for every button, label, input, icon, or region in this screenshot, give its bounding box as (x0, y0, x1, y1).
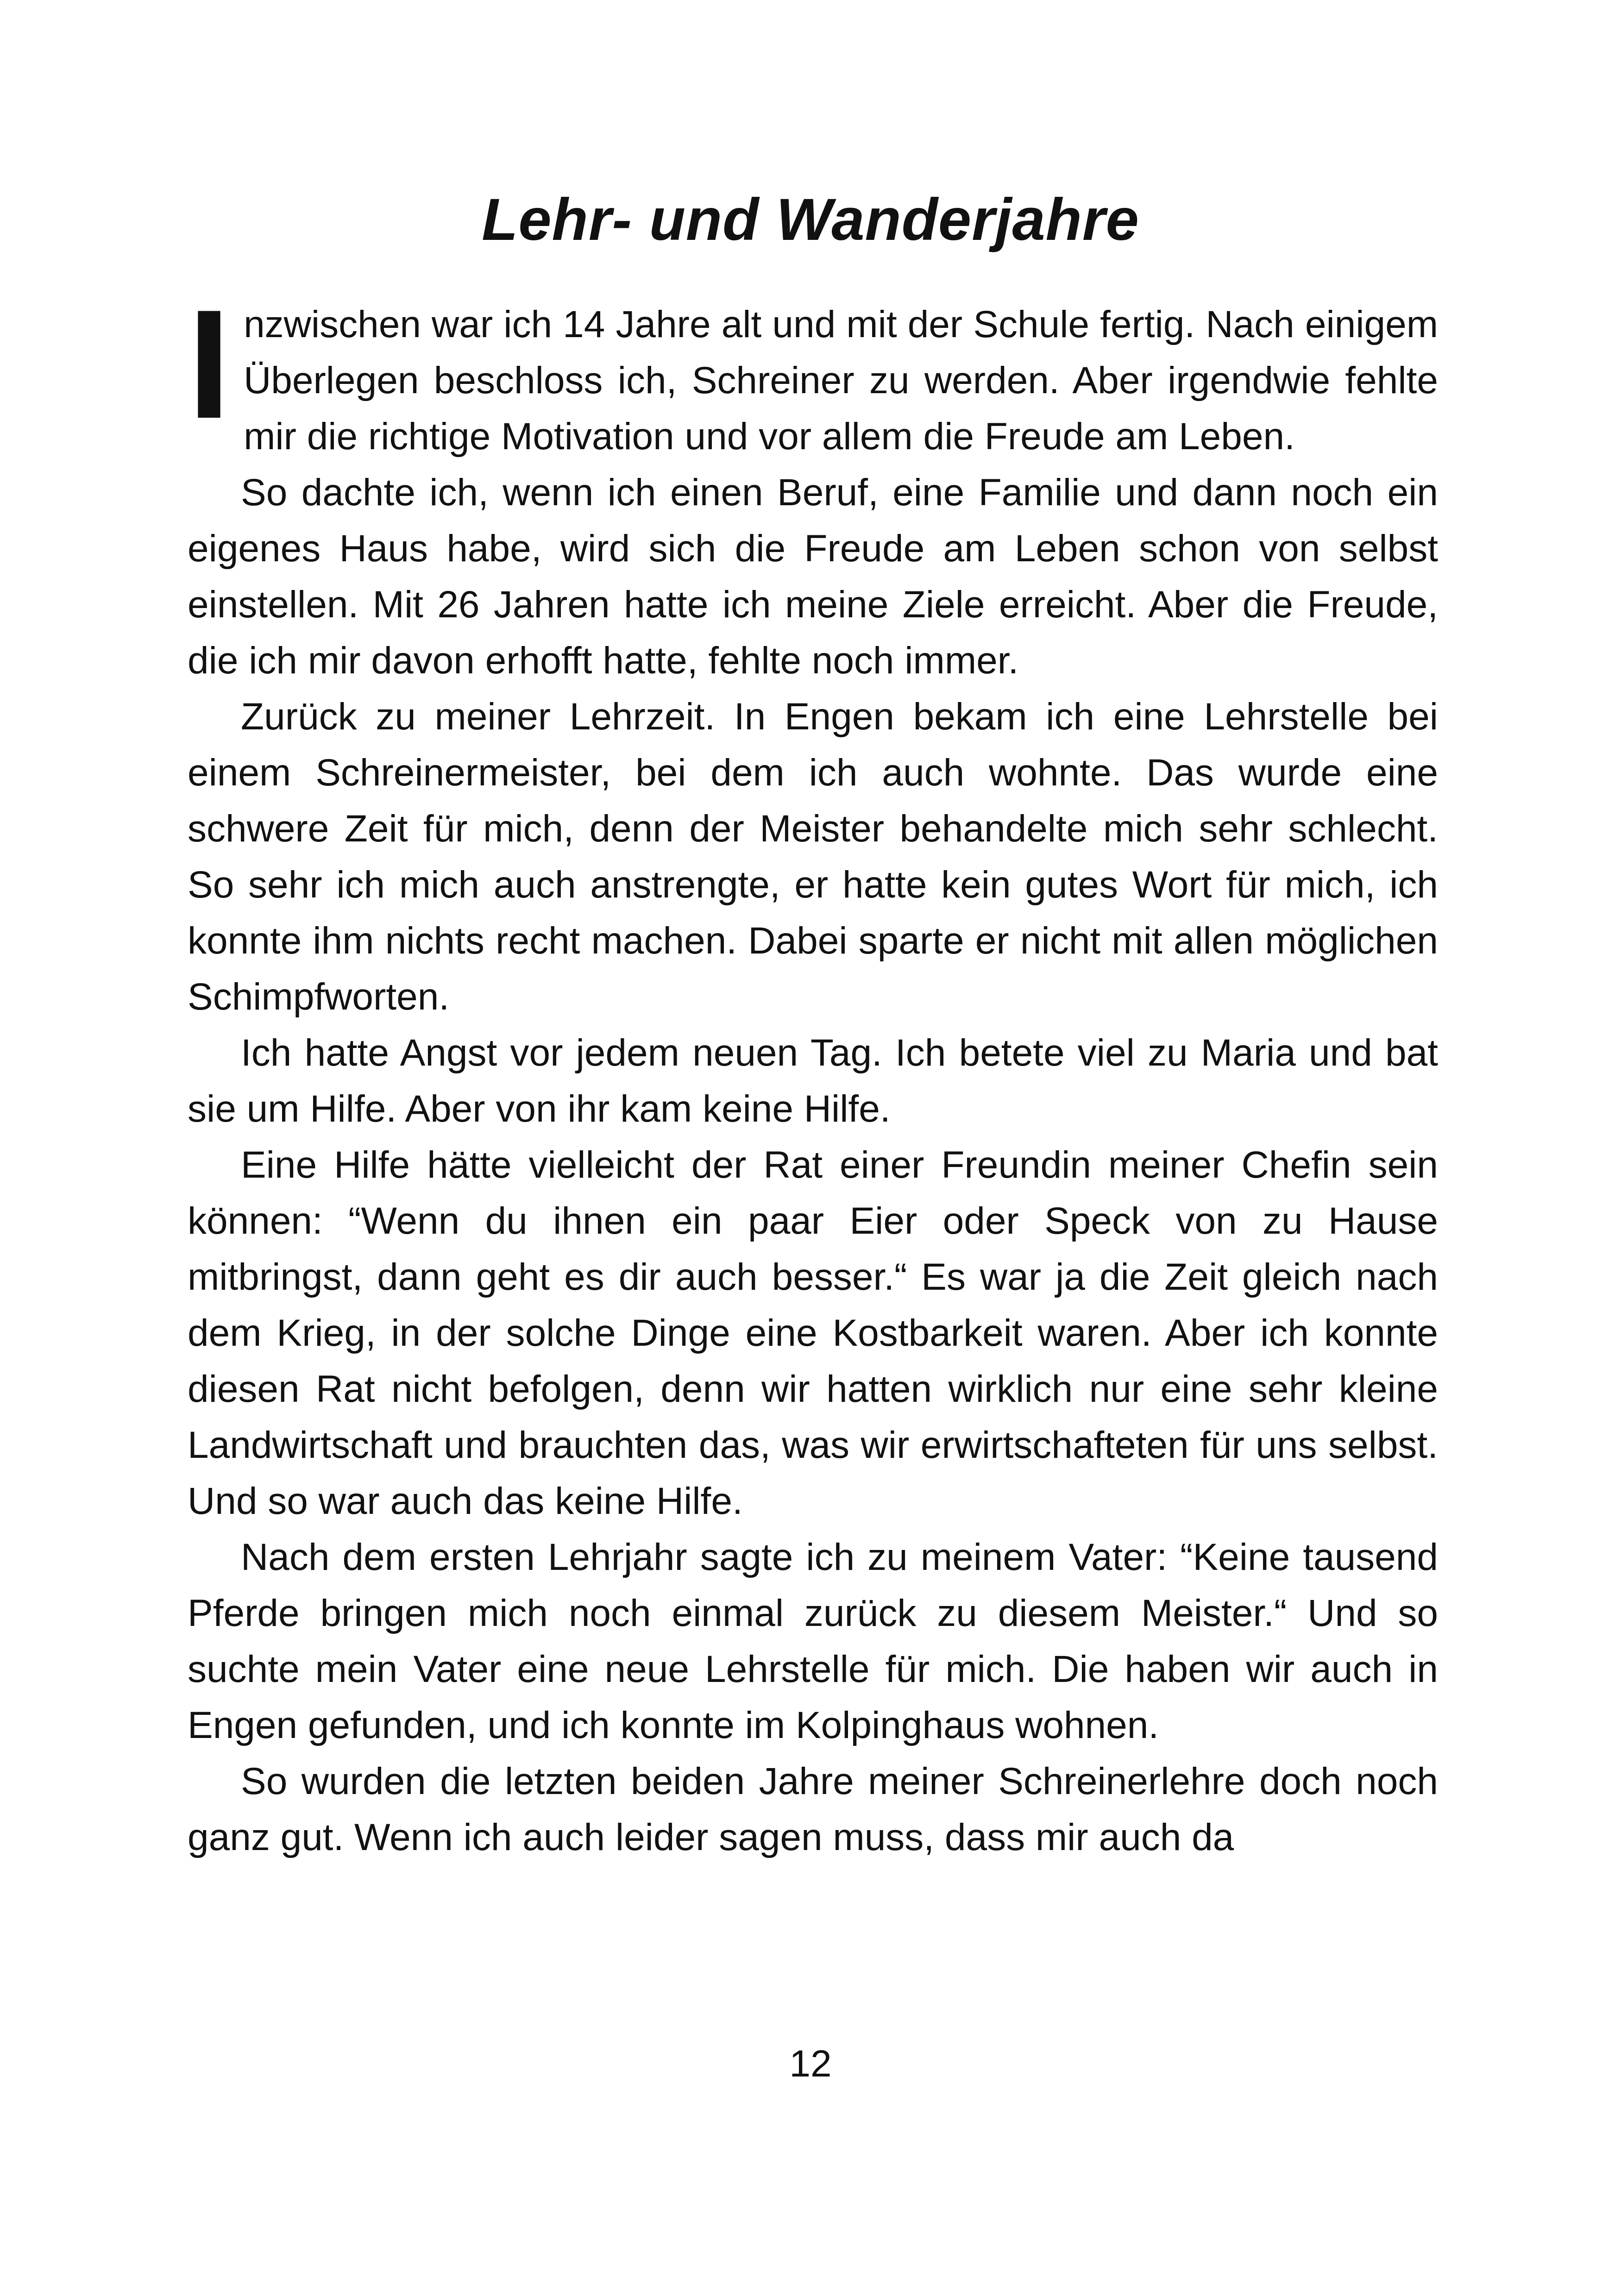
paragraph-2: So dachte ich, wenn ich einen Beruf, eine Familie und dann noch ein eigenes Haus habe, wird sich die Freude am Leben schon von selbst einstellen. Mit 26 Jahren hatte ich meine Ziele erreicht. Aber die Freude, die ich mir davon erhofft hatte, fehlte noch immer. (188, 471, 1438, 682)
paragraph-5: Eine Hilfe hätte vielleicht der Rat einer Freundin meiner Chefin sein können: “Wenn du ihnen ein paar Eier oder Speck von zu Hause mitbringst, dann geht es dir auch besser.“ Es war ja die Zeit gleich nach dem Krieg, in der solche Dinge eine Kostbarkeit waren. Aber ich konnte diesen Rat nicht befolgen, denn wir hatten wirklich nur eine sehr kleine Landwirtschaft und brauchten das, was wir erwirtschafteten für uns selbst. Und so war auch das keine Hilfe. (188, 1144, 1438, 1522)
paragraph-1 (188, 277, 1438, 464)
chapter-body (188, 277, 1438, 1865)
chapter-title: Lehr- und Wanderjahre (482, 187, 1139, 253)
paragraph-7: So wurden die letzten beiden Jahre meiner Schreinerlehre doch noch ganz gut. Wenn ich auch leider sagen muss, dass mir auch da (188, 1760, 1438, 1858)
paragraph-3: Zurück zu meiner Lehrzeit. In Engen bekam ich eine Lehrstelle bei einem Schreinermeister, bei dem ich auch wohnte. Das wurde eine schwere Zeit für mich, denn der Meister behandelte mich sehr schlecht. So sehr ich mich auch anstrengte, er hatte kein gutes Wort für mich, ich konnte ihm nichts recht machen. Dabei sparte er nicht mit allen möglichen Schimpfworten. (188, 696, 1438, 1018)
paragraph-1-text: nzwischen war ich 14 Jahre alt und mit der Schule fertig. Nach einigem Überlegen beschloss ich, Schreiner zu werden. Aber irgendwie fehlte mir die richtige Motivation und vor allem die Freude am Leben. (244, 303, 1438, 458)
page-number: 12 (789, 2043, 832, 2085)
paragraph-4: Ich hatte Angst vor jedem neuen Tag. Ich betete viel zu Maria und bat sie um Hilfe. Aber von ihr kam keine Hilfe. (188, 1032, 1438, 1130)
paragraph-6: Nach dem ersten Lehrjahr sagte ich zu meinem Vater: “Keine tausend Pferde bringen mich noch einmal zurück zu diesem Meister.“ Und so suchte mein Vater eine neue Lehrstelle für mich. Die haben wir auch in Engen gefunden, und ich konnte im Kolpinghaus wohnen. (188, 1536, 1438, 1746)
drop-cap: I (188, 277, 231, 451)
